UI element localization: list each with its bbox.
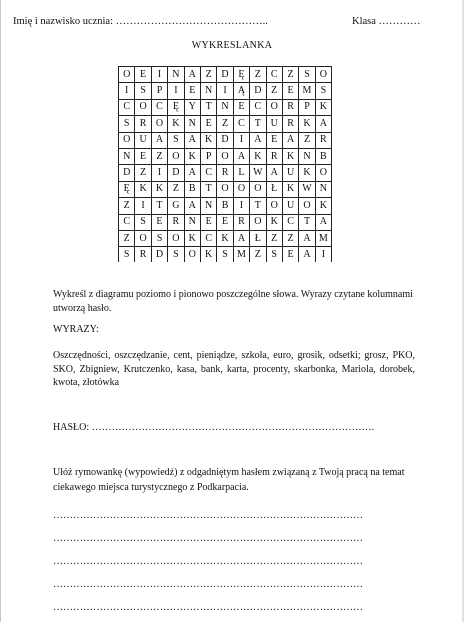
grid-cell: Z: [168, 181, 184, 197]
grid-cell: T: [200, 181, 216, 197]
grid-cell: S: [135, 83, 151, 99]
grid-cell: Z: [250, 67, 266, 83]
grid-cell: R: [282, 99, 298, 115]
grid-cell: K: [168, 116, 184, 132]
grid-cell: P: [200, 148, 216, 164]
grid-cell: N: [200, 198, 216, 214]
grid-cell: Z: [282, 67, 298, 83]
grid-cell: E: [282, 83, 298, 99]
grid-row: [119, 198, 332, 214]
grid-cell: Ę: [119, 181, 135, 197]
grid-cell: A: [266, 165, 282, 181]
grid-cell: A: [282, 132, 298, 148]
grid-cell: Ł: [250, 230, 266, 246]
grid-cell: C: [282, 214, 298, 230]
grid-cell: D: [168, 165, 184, 181]
grid-row: [119, 132, 332, 148]
grid-cell: R: [233, 214, 249, 230]
grid-cell: I: [233, 132, 249, 148]
word-search-grid: [118, 66, 332, 280]
grid-row: [119, 214, 332, 230]
grid-cell: B: [315, 148, 331, 164]
grid-row: [119, 230, 332, 246]
grid-cell: Z: [266, 83, 282, 99]
grid-cell: Z: [282, 230, 298, 246]
grid-cell: O: [266, 198, 282, 214]
grid-cell: K: [315, 99, 331, 115]
grid-cell: C: [119, 99, 135, 115]
grid-cell: O: [168, 148, 184, 164]
grid-row: [119, 99, 332, 115]
grid-cell: E: [217, 214, 233, 230]
grid-cell: Z: [266, 230, 282, 246]
grid-cell: C: [200, 230, 216, 246]
grid-cell: Z: [217, 116, 233, 132]
grid-cell: K: [217, 230, 233, 246]
answer-line: …………………………………………………………………………………: [53, 510, 363, 521]
grid-cell: O: [217, 148, 233, 164]
grid-cell: K: [282, 181, 298, 197]
grid-cell: U: [282, 165, 298, 181]
grid-cell: C: [151, 99, 167, 115]
grid-cell: O: [315, 67, 331, 83]
answer-line: …………………………………………………………………………………: [53, 556, 363, 567]
grid-cell: K: [200, 132, 216, 148]
class-label: Klasa …………: [352, 16, 421, 27]
grid-cell: K: [299, 116, 315, 132]
grid-cell: N: [119, 148, 135, 164]
words-heading: WYRAZY:: [53, 324, 99, 335]
grid-cell: A: [299, 247, 315, 263]
grid-cell: K: [184, 230, 200, 246]
grid-cell: D: [250, 83, 266, 99]
grid-cell: R: [135, 116, 151, 132]
grid-cell: D: [119, 165, 135, 181]
grid-row: [119, 247, 332, 263]
grid-cell: A: [184, 67, 200, 83]
grid-cell: S: [315, 83, 331, 99]
grid-cell: Z: [250, 247, 266, 263]
grid-cell: T: [200, 99, 216, 115]
grid-cell: S: [151, 230, 167, 246]
grid-cell: R: [168, 214, 184, 230]
grid-cell: O: [266, 99, 282, 115]
grid-cell: K: [299, 165, 315, 181]
grid-cell: O: [250, 181, 266, 197]
grid-crop: [112, 262, 362, 282]
grid-cell: S: [119, 116, 135, 132]
grid-cell: K: [135, 181, 151, 197]
grid-cell: N: [184, 214, 200, 230]
answer-line: …………………………………………………………………………………: [53, 602, 363, 613]
grid-cell: O: [184, 247, 200, 263]
grid-cell: A: [315, 116, 331, 132]
grid-cell: U: [266, 116, 282, 132]
grid-row: [119, 148, 332, 164]
grid-cell: B: [217, 198, 233, 214]
grid-cell: N: [168, 67, 184, 83]
grid-cell: E: [200, 214, 216, 230]
grid-cell: A: [184, 132, 200, 148]
grid-cell: O: [135, 99, 151, 115]
answer-line: …………………………………………………………………………………: [53, 533, 363, 544]
grid-row: [119, 116, 332, 132]
grid-cell: R: [315, 132, 331, 148]
grid-cell: K: [184, 148, 200, 164]
grid-cell: P: [151, 83, 167, 99]
grid-cell: C: [200, 165, 216, 181]
grid-cell: Z: [299, 132, 315, 148]
grid-cell: D: [217, 132, 233, 148]
grid-cell: Z: [119, 230, 135, 246]
grid-cell: E: [200, 116, 216, 132]
grid-cell: S: [135, 214, 151, 230]
grid-cell: I: [233, 198, 249, 214]
grid-cell: U: [135, 132, 151, 148]
grid-cell: K: [250, 148, 266, 164]
grid-cell: B: [184, 181, 200, 197]
grid-cell: U: [282, 198, 298, 214]
grid-cell: R: [135, 247, 151, 263]
grid-cell: I: [119, 83, 135, 99]
grid-cell: O: [135, 230, 151, 246]
grid-cell: M: [299, 83, 315, 99]
grid-cell: S: [299, 67, 315, 83]
grid-cell: K: [315, 198, 331, 214]
grid-cell: O: [168, 230, 184, 246]
grid-cell: A: [151, 132, 167, 148]
grid-cell: E: [282, 247, 298, 263]
grid-cell: A: [233, 148, 249, 164]
grid-cell: I: [315, 247, 331, 263]
grid-cell: Z: [135, 165, 151, 181]
grid-cell: O: [119, 132, 135, 148]
grid-cell: E: [233, 99, 249, 115]
grid-cell: A: [250, 132, 266, 148]
grid-cell: O: [299, 198, 315, 214]
grid-cell: D: [151, 247, 167, 263]
grid-cell: E: [151, 214, 167, 230]
grid-cell: O: [217, 181, 233, 197]
task-text: Ułóż rymowankę (wypowiedź) z odgadniętym hasłem związaną z Twoją pracą na temat ciekawego miejsca turystycznego z Podkarpacia.: [53, 467, 405, 493]
grid-cell: M: [233, 247, 249, 263]
answer-line: …………………………………………………………………………………: [53, 579, 363, 590]
grid-cell: Ę: [233, 67, 249, 83]
grid-cell: N: [299, 148, 315, 164]
grid-cell: O: [119, 67, 135, 83]
grid-cell: C: [250, 99, 266, 115]
grid-cell: S: [119, 247, 135, 263]
student-name-label: Imię i nazwisko ucznia: ……………………………………..: [13, 16, 268, 27]
password-line: HASŁO: ………………………………………………………………………….: [53, 422, 375, 433]
grid-cell: S: [168, 132, 184, 148]
grid-cell: Z: [200, 67, 216, 83]
grid-cell: K: [282, 148, 298, 164]
grid-cell: L: [233, 165, 249, 181]
grid-cell: S: [168, 247, 184, 263]
grid-cell: K: [200, 247, 216, 263]
grid-row: [119, 181, 332, 197]
page-title: WYKRESLANKA: [191, 40, 273, 51]
grid-cell: A: [299, 230, 315, 246]
grid-cell: T: [250, 116, 266, 132]
grid-cell: N: [184, 116, 200, 132]
grid-cell: S: [217, 247, 233, 263]
grid-cell: I: [151, 67, 167, 83]
words-list: Oszczędności, oszczędzanie, cent, pieniądze, szkoła, euro, grosik, odsetki; grosz, PKO, SKO, Zbigniew, Krutczenko, kasa, bank, karta, procenty, skarbonka, Mariola, dorobek, kwota, złotówka: [53, 350, 415, 389]
grid-cell: E: [266, 132, 282, 148]
grid-cell: A: [184, 165, 200, 181]
grid-cell: O: [315, 165, 331, 181]
grid-cell: T: [299, 214, 315, 230]
grid-cell: A: [233, 230, 249, 246]
grid-cell: T: [250, 198, 266, 214]
grid-cell: Ą: [233, 83, 249, 99]
grid-cell: Z: [151, 148, 167, 164]
page-edge: [0, 0, 1, 622]
grid-cell: R: [266, 148, 282, 164]
grid-cell: D: [217, 67, 233, 83]
grid-cell: R: [282, 116, 298, 132]
grid-cell: G: [168, 198, 184, 214]
grid-cell: T: [151, 198, 167, 214]
grid-cell: S: [266, 247, 282, 263]
instruction-text: Wykreśl z diagramu poziomo i pionowo poszczególne słowa. Wyrazy czytane kolumnami utworzą hasło.: [53, 289, 413, 314]
grid-cell: Z: [119, 198, 135, 214]
grid-cell: K: [151, 181, 167, 197]
grid-cell: W: [250, 165, 266, 181]
grid-cell: R: [217, 165, 233, 181]
grid-cell: K: [266, 214, 282, 230]
grid-cell: A: [315, 214, 331, 230]
grid-cell: N: [315, 181, 331, 197]
grid-row: [119, 83, 332, 99]
grid-cell: A: [184, 198, 200, 214]
grid-cell: E: [184, 83, 200, 99]
grid-cell: O: [233, 181, 249, 197]
grid-cell: O: [151, 116, 167, 132]
grid-cell: N: [217, 99, 233, 115]
grid-cell: C: [266, 67, 282, 83]
grid-cell: E: [135, 148, 151, 164]
grid-cell: I: [135, 198, 151, 214]
grid-cell: I: [217, 83, 233, 99]
grid-cell: C: [119, 214, 135, 230]
grid-cell: P: [299, 99, 315, 115]
grid-row: [119, 67, 332, 83]
grid-row: [119, 165, 332, 181]
grid-cell: Y: [184, 99, 200, 115]
grid-cell: M: [315, 230, 331, 246]
grid-cell: I: [151, 165, 167, 181]
grid-cell: E: [135, 67, 151, 83]
grid-cell: C: [233, 116, 249, 132]
grid-cell: W: [299, 181, 315, 197]
grid-cell: N: [200, 83, 216, 99]
grid-cell: Ł: [266, 181, 282, 197]
grid-cell: O: [250, 214, 266, 230]
grid-cell: Ę: [168, 99, 184, 115]
grid-cell: I: [168, 83, 184, 99]
